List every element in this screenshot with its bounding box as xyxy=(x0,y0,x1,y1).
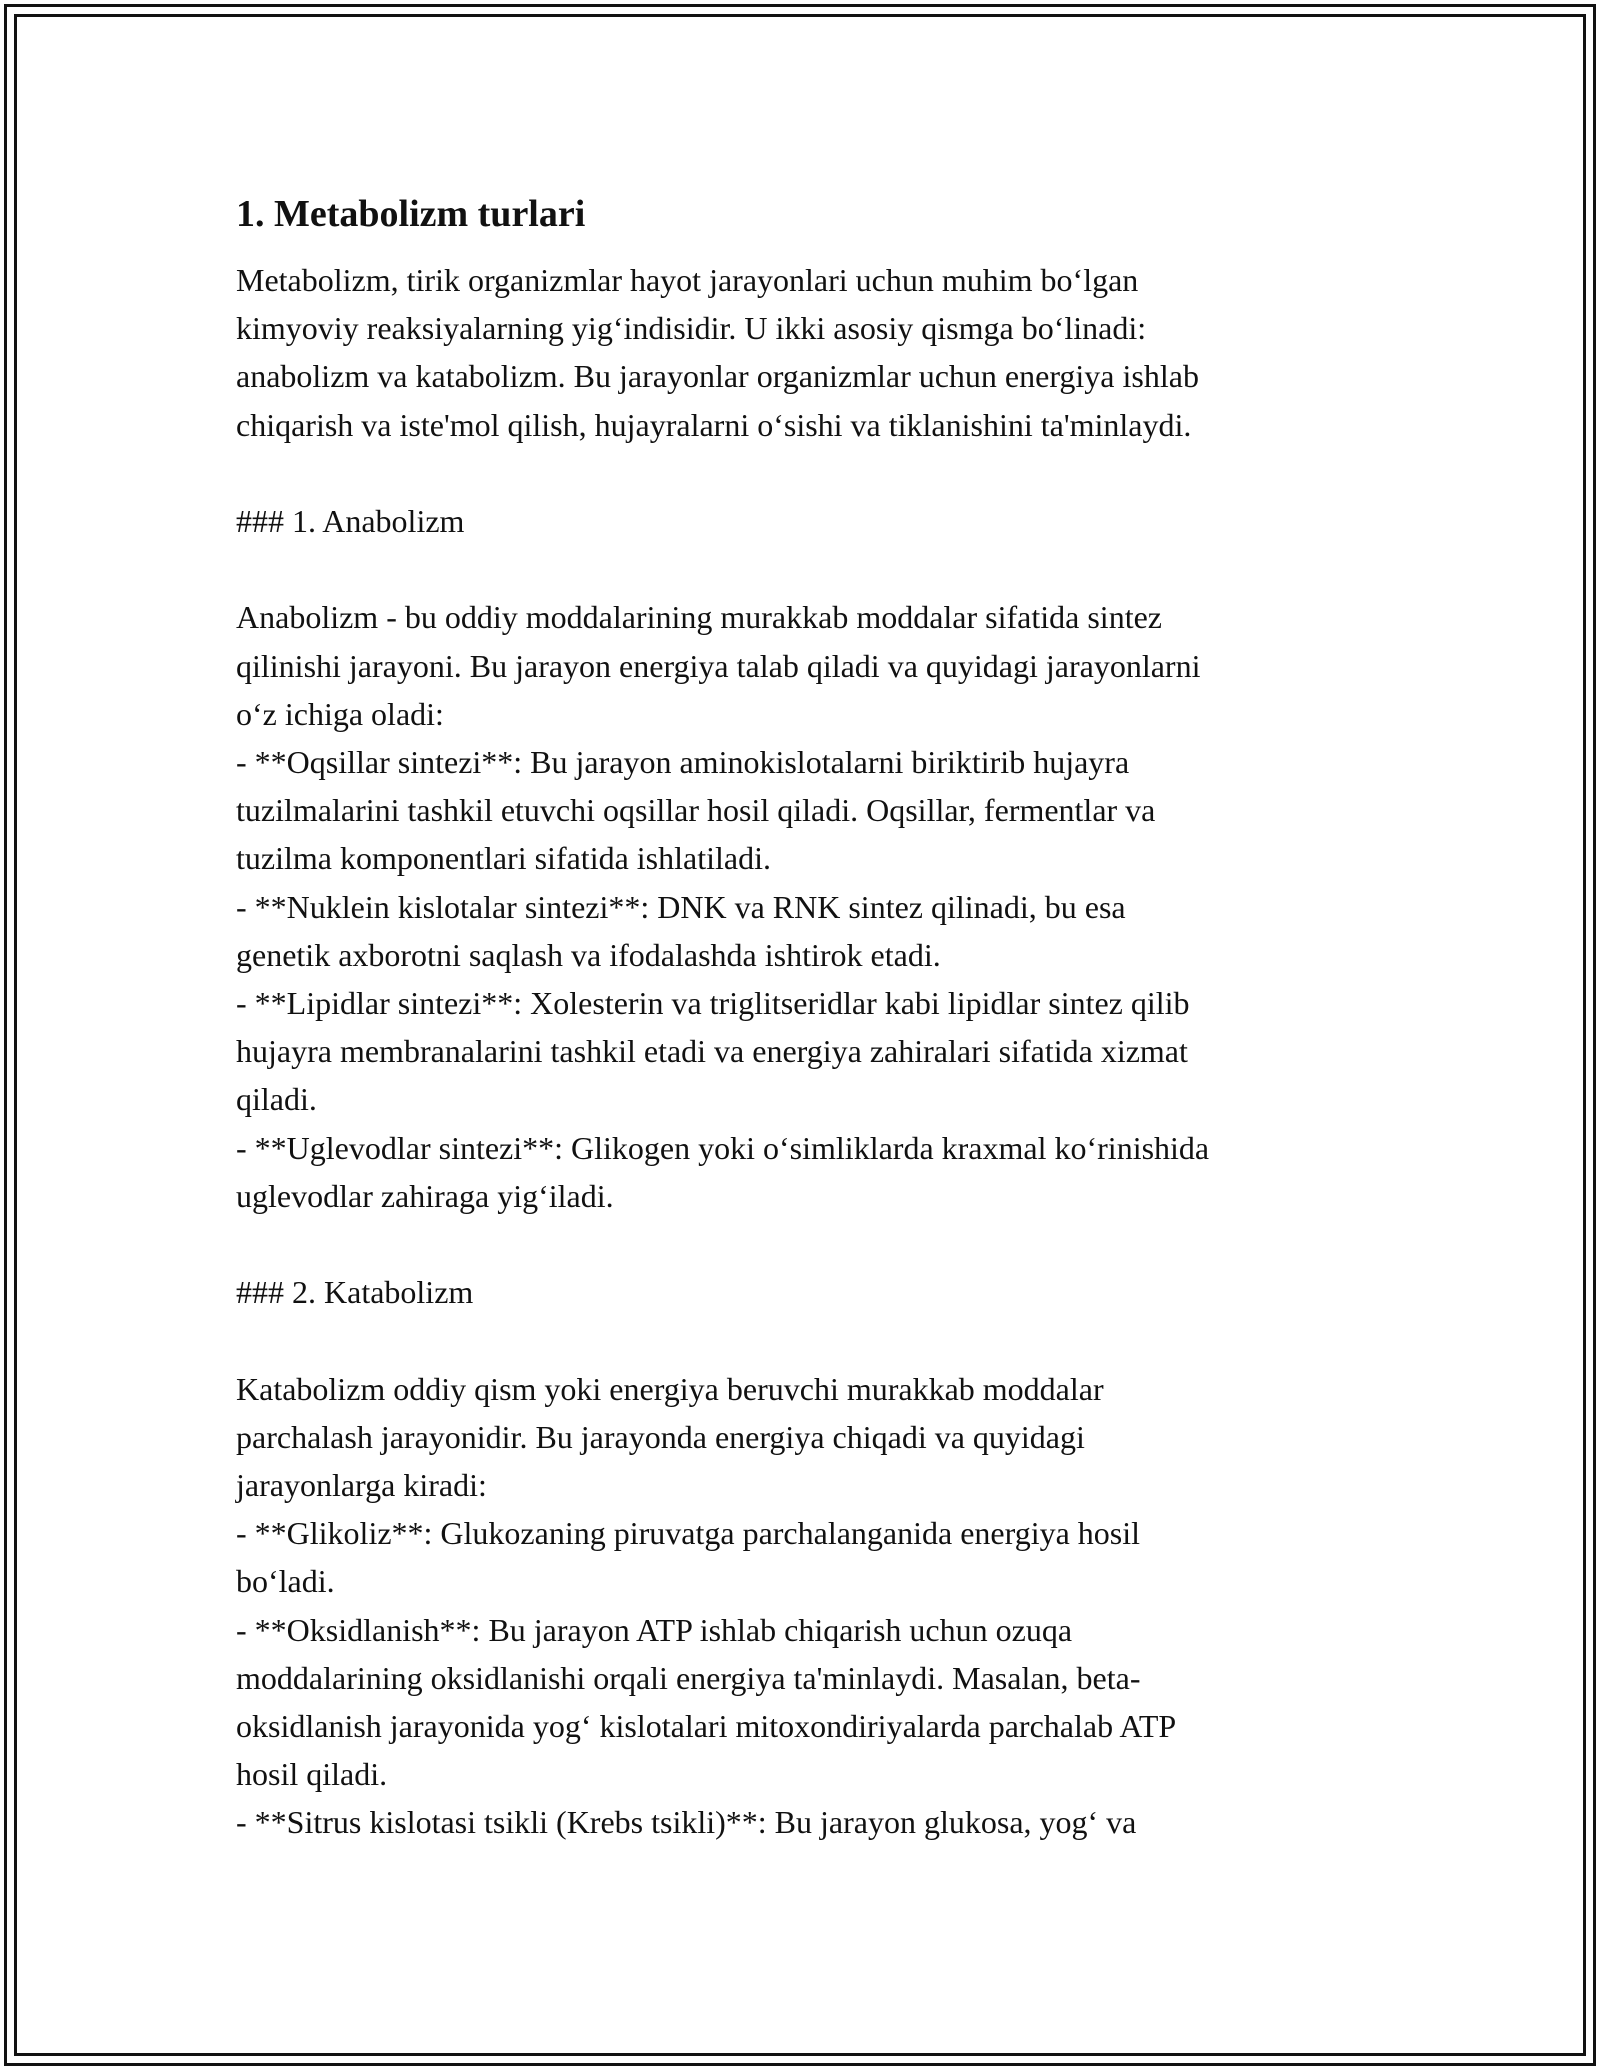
text-line: hosil qiladi. xyxy=(236,1756,388,1793)
text-line: tuzilmalarini tashkil etuvchi oqsillar hosil qiladi. Oqsillar, fermentlar va xyxy=(236,792,1156,829)
text-line: o‘z ichiga oladi: xyxy=(236,695,444,732)
text-line: genetik axborotni saqlash va ifodalashda ishtirok etadi. xyxy=(236,936,941,973)
text-line: anabolizm va katabolizm. Bu jarayonlar organizmlar uchun energiya ishlab xyxy=(236,358,1199,395)
text-line: qilinishi jarayoni. Bu jarayon energiya talab qiladi va quyidagi jarayonlarni xyxy=(236,647,1201,684)
text-line: Metabolizm, tirik organizmlar hayot jarayonlari uchun muhim bo‘lgan xyxy=(236,262,1139,298)
text-line: bo‘ladi. xyxy=(236,1563,335,1600)
list-item-line: - **Nuklein kislotalar sintezi**: DNK va RNK sintez qilinadi, bu esa xyxy=(236,888,1126,925)
text-line: uglevodlar zahiraga yig‘iladi. xyxy=(236,1177,614,1214)
blank-line xyxy=(236,1220,1366,1268)
list-item-line: - **Oqsillar sintezi**: Bu jarayon aminokislotalarni biriktirib hujayra xyxy=(236,744,1130,780)
blank-line xyxy=(236,545,1366,593)
text-line: parchalash jarayonidir. Bu jarayonda energiya chiqadi va quyidagi xyxy=(236,1418,1085,1455)
document-title: 1. Metabolizm turlari xyxy=(236,193,586,235)
text-line: Anabolizm - bu oddiy moddalarining murakkab moddalar sifatida sintez xyxy=(236,599,1162,636)
text-line: tuzilma komponentlari sifatida ishlatiladi. xyxy=(236,840,771,877)
list-item-line: - **Sitrus kislotasi tsikli (Krebs tsikli)**: Bu jarayon glukosa, yog‘ va xyxy=(236,1804,1137,1841)
intro-paragraph xyxy=(236,256,1366,449)
section-anabolizm-body xyxy=(236,593,1366,1220)
list-item-line: - **Glikoliz**: Glukozaning piruvatga parchalanganida energiya hosil xyxy=(236,1515,1141,1552)
text-line: hujayra membranalarini tashkil etadi va energiya zahiralari sifatida xizmat xyxy=(236,1033,1188,1070)
text-line: jarayonlarga kiradi: xyxy=(236,1467,487,1504)
section-heading-katabolizm: ### 2. Katabolizm xyxy=(236,1274,474,1311)
text-line: moddalarining oksidlanishi orqali energiya ta'minlaydi. Masalan, beta- xyxy=(236,1659,1141,1696)
text-line: Katabolizm oddiy qism yoki energiya beruvchi murakkab moddalar xyxy=(236,1370,1104,1407)
section-katabolizm-body xyxy=(236,1365,1366,1847)
text-line: qiladi. xyxy=(236,1081,317,1118)
spacer xyxy=(236,242,1366,256)
text-line: chiqarish va iste'mol qilish, hujayralarni o‘sishi va tiklanishini ta'minlaydi. xyxy=(236,406,1192,443)
section-heading-anabolizm: ### 1. Anabolizm xyxy=(236,503,465,539)
list-item-line: - **Uglevodlar sintezi**: Glikogen yoki o‘simliklarda kraxmal ko‘rinishida xyxy=(236,1129,1210,1166)
blank-line xyxy=(236,1316,1366,1364)
blank-line xyxy=(236,449,1366,497)
text-line: kimyoviy reaksiyalarning yig‘indisidir. U ikki asosiy qismga bo‘linadi: xyxy=(236,310,1147,347)
list-item-line: - **Lipidlar sintezi**: Xolesterin va triglitseridlar kabi lipidlar sintez qilib xyxy=(236,985,1190,1022)
document-body xyxy=(236,186,1366,1847)
text-line: oksidlanish jarayonida yog‘ kislotalari mitoxondiriyalarda parchalab ATP xyxy=(236,1708,1177,1745)
list-item-line: - **Oksidlanish**: Bu jarayon ATP ishlab chiqarish uchun ozuqa xyxy=(236,1611,1073,1648)
